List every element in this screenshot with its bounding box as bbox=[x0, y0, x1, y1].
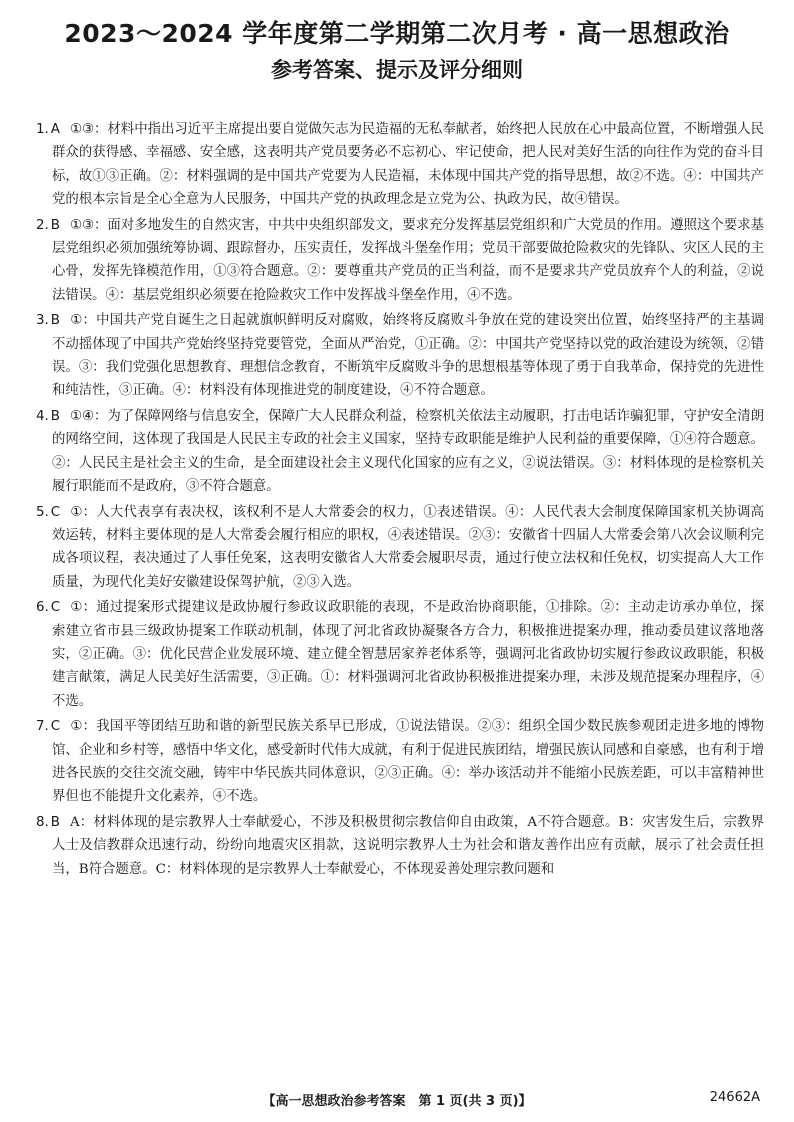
answer-item-4 bbox=[36, 405, 764, 499]
answer-item-8 bbox=[36, 811, 764, 881]
question-number: 8. bbox=[36, 814, 49, 830]
answer-choice: B bbox=[50, 408, 60, 424]
answer-item-6 bbox=[36, 596, 764, 713]
answer-item-1 bbox=[36, 118, 764, 212]
answer-choice: B bbox=[50, 814, 60, 830]
answer-list bbox=[36, 118, 764, 883]
footer-page-info: 【高一思想政治参考答案 第 1 页(共 3 页)】 bbox=[262, 1094, 532, 1109]
answer-explanation: ①：我国平等团结互助和谐的新型民族关系早已形成，①说法错误。②③：组织全国少数民族参观团走进多地的博物馆、企业和乡村等，感悟中华文化，感受新时代伟大成就，有利于促进民族团结，增强民族认同感和自豪感，也有利于增进各民族的交往交流交融，铸牢中华民族共同体意识，②③正确。④：举办该活动并不能缩小民族差距，可以丰富精神世界但也不能提升文化素养，④不选。 bbox=[52, 719, 764, 805]
answer-choice: A bbox=[50, 122, 60, 137]
answer-explanation: ①：人大代表享有表决权，该权利不是人大常委会的权力，①表述错误。④：人民代表大会制度保障国家机关协调高效运转，材料主要体现的是人大常委会履行相应的职权，④表述错误。②③：安徽省十四届人大常委会第八次会议顺利完成各项议程，表决通过了人事任免案，这表明安徽省人大常委会履职尽责，通过行使立法权和任免权，切实提高人大工作质量，为现代化美好安徽建设保驾护航，②③入选。 bbox=[52, 504, 764, 590]
page-subtitle: 参考答案、提示及评分细则 bbox=[271, 58, 523, 82]
answer-choice: B bbox=[50, 217, 60, 233]
answer-item-5 bbox=[36, 501, 764, 595]
question-number: 2. bbox=[36, 217, 49, 233]
question-number: 1. bbox=[36, 122, 49, 137]
answer-item-7 bbox=[36, 715, 764, 809]
page-footer bbox=[0, 1090, 794, 1114]
answer-explanation: ①④：为了保障网络与信息安全，保障广大人民群众利益，检察机关依法主动履职，打击电话诈骗犯罪，守护安全清朗的网络空间，这体现了我国是人民民主专政的社会主义国家，坚持专政职能是维护人民利益的重要保障，①④符合题意。②：人民民主是社会主义的生命，是全面建设社会主义现代化国家的应有之义，②说法错误。③：材料体现的是检察机关履行职能而不是政府，③不符合题意。 bbox=[52, 408, 764, 495]
question-number: 7. bbox=[36, 719, 49, 735]
page-title: 2023～2024 学年度第二学期第二次月考 · 高一思想政治 bbox=[64, 19, 730, 48]
footer-paper-code: 24662A bbox=[709, 1090, 760, 1105]
answer-choice: C bbox=[50, 600, 61, 616]
question-number: 4. bbox=[36, 408, 49, 424]
answer-explanation: ①③：面对多地发生的自然灾害，中共中央组织部发文，要求充分发挥基层党组织和广大党员的作用。遵照这个要求基层党组织必须加强统筹协调、跟踪督办，压实责任，发挥战斗堡垒作用；党员干部要做抢险救灾的先锋队、灾区人民的主心骨，发挥先锋模范作用，①③符合题意。②：要尊重共产党员的正当利益，而不是要求共产党员放弃个人的利益，②说法错误。④：基层党组织必须要在抢险救灾工作中发挥战斗堡垒作用，④不选。 bbox=[52, 217, 764, 303]
answer-item-2 bbox=[36, 214, 764, 308]
answer-explanation: ①：中国共产党自诞生之日起就旗帜鲜明反对腐败，始终将反腐败斗争放在党的建设突出位置，始终坚持严的主基调不动摇体现了中国共产党始终坚持党要管党，全面从严治党，①正确。②：中国共产党坚持以党的政治建设为统领，②错误。③：我们党强化思想教育、理想信念教育，不断筑牢反腐败斗争的思想根基等体现了勇于自我革命，保持党的先进性和纯洁性，③正确。④：材料没有体现推进党的制度建设，④不符合题意。 bbox=[52, 313, 764, 399]
question-number: 5. bbox=[36, 504, 49, 520]
answer-item-3 bbox=[36, 309, 764, 403]
answer-choice: B bbox=[50, 313, 60, 329]
answer-explanation: A：材料体现的是宗教界人士奉献爱心，不涉及积极贯彻宗教信仰自由政策，A不符合题意。B：灾害发生后，宗教界人士及信教群众迅速行动，纷纷向地震灾区捐款，这说明宗教界人士为社会和谐友善作出应有贡献，展示了社会责任担当，B符合题意。C：材料体现的是宗教界人士奉献爱心，不体现妥善处理宗教问题和 bbox=[52, 814, 764, 877]
answer-explanation: ①③：材料中指出习近平主席提出要自觉做矢志为民造福的无私奉献者，始终把人民放在心中最高位置，不断增强人民群众的获得感、幸福感、安全感，这表明共产党员要务必不忘初心、牢记使命，把人民对美好生活的向往作为党的奋斗目标，故①③正确。②：材料强调的是中国共产党要为人民造福，未体现中国共产党的指导思想，故②不选。④：中国共产党的根本宗旨是全心全意为人民服务，中国共产党的执政理念是立党为公、执政为民，故④错误。 bbox=[52, 122, 764, 208]
answer-choice: C bbox=[50, 504, 61, 520]
answer-explanation: ①：通过提案形式提建议是政协履行参政议政职能的表现，不是政治协商职能，①排除。②：主动走访承办单位，探索建立省市县三级政协提案工作联动机制，体现了河北省政协凝聚各方合力，积极推进提案办理，推动委员建议落地落实，②正确。③：优化民营企业发展环境、建立健全智慧居家养老体系等，强调河北省政协切实履行参政议政职能，积极建言献策，满足人民美好生活需要，③正确。①：材料强调河北省政协积极推进提案办理，未涉及规范提案办理程序，④不选。 bbox=[52, 600, 764, 709]
question-number: 6. bbox=[36, 600, 49, 616]
answer-choice: C bbox=[50, 719, 61, 735]
question-number: 3. bbox=[36, 313, 49, 329]
